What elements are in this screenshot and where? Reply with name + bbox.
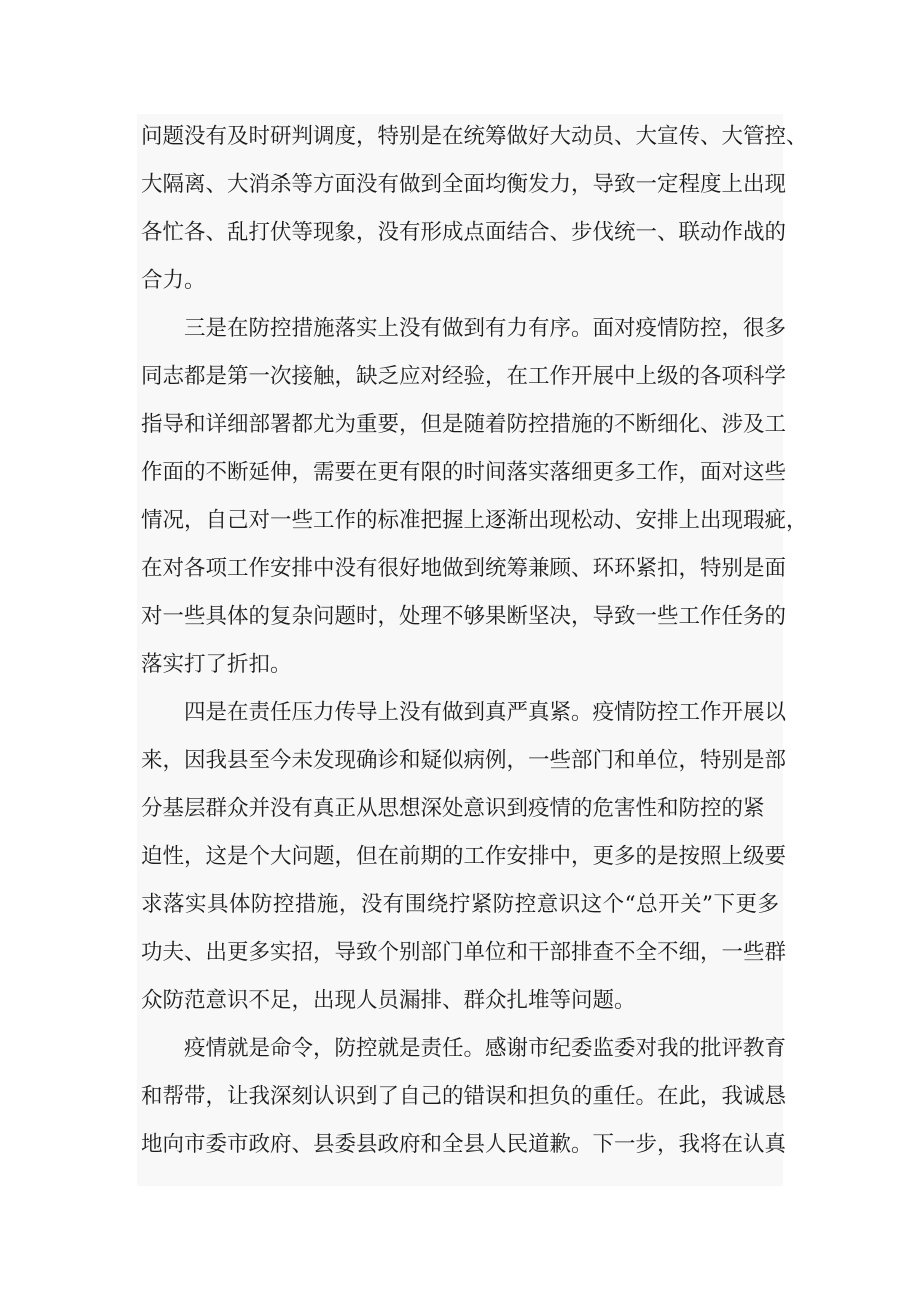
text-line: 各忙各、乱打伏等现象，没有形成点面结合、步伐统一、联动作战的 bbox=[141, 220, 787, 245]
text-line: 功夫、出更多实招，导致个别部门单位和干部排查不全不细，一些群 bbox=[141, 940, 787, 965]
text-line: 作面的不断延伸，需要在更有限的时间落实落细更多工作，面对这些 bbox=[141, 460, 787, 485]
text-line: 大隔离、大消杀等方面没有做到全面均衡发力，导致一定程度上出现 bbox=[141, 172, 787, 197]
text-line: 求落实具体防控措施，没有围绕拧紧防控意识这个“总开关”下更多 bbox=[141, 892, 779, 917]
text-line: 对一些具体的复杂问题时，处理不够果断坚决，导致一些工作任务的 bbox=[141, 604, 787, 629]
text-line: 落实打了折扣。 bbox=[141, 652, 292, 677]
text-line: 合力。 bbox=[141, 268, 206, 293]
text-line: 分基层群众并没有真正从思想深处意识到疫情的危害性和防控的紧 bbox=[141, 796, 765, 821]
text-line: 指导和详细部署都尤为重要，但是随着防控措施的不断细化、涉及工 bbox=[141, 412, 787, 437]
paragraph-start-line: 四是在责任压力传导上没有做到真严真紧。疫情防控工作开展以 bbox=[184, 700, 787, 725]
paragraph-start-line: 疫情就是命令，防控就是责任。感谢市纪委监委对我的批评教育 bbox=[184, 1036, 787, 1061]
text-line: 问题没有及时研判调度，特别是在统筹做好大动员、大宣传、大管控、 bbox=[141, 124, 808, 149]
text-line: 和帮带，让我深刻认识到了自己的错误和担负的重任。在此，我诚恳 bbox=[141, 1084, 787, 1109]
paragraph-start-line: 三是在防控措施落实上没有做到有力有序。面对疫情防控，很多 bbox=[184, 316, 787, 341]
text-line: 情况，自己对一些工作的标准把握上逐渐出现松动、安排上出现瑕疵， bbox=[141, 508, 808, 533]
text-line: 同志都是第一次接触，缺乏应对经验，在工作开展中上级的各项科学 bbox=[141, 364, 787, 389]
text-line: 迫性，这是个大问题，但在前期的工作安排中，更多的是按照上级要 bbox=[141, 844, 787, 869]
text-line: 地向市委市政府、县委县政府和全县人民道歉。下一步，我将在认真 bbox=[141, 1132, 787, 1157]
text-line: 来，因我县至今未发现确诊和疑似病例，一些部门和单位，特别是部 bbox=[141, 748, 787, 773]
body-text bbox=[137, 114, 808, 1186]
text-line: 众防范意识不足，出现人员漏排、群众扎堆等问题。 bbox=[141, 988, 636, 1013]
text-line: 在对各项工作安排中没有很好地做到统筹兼顾、环环紧扣，特别是面 bbox=[141, 556, 787, 581]
